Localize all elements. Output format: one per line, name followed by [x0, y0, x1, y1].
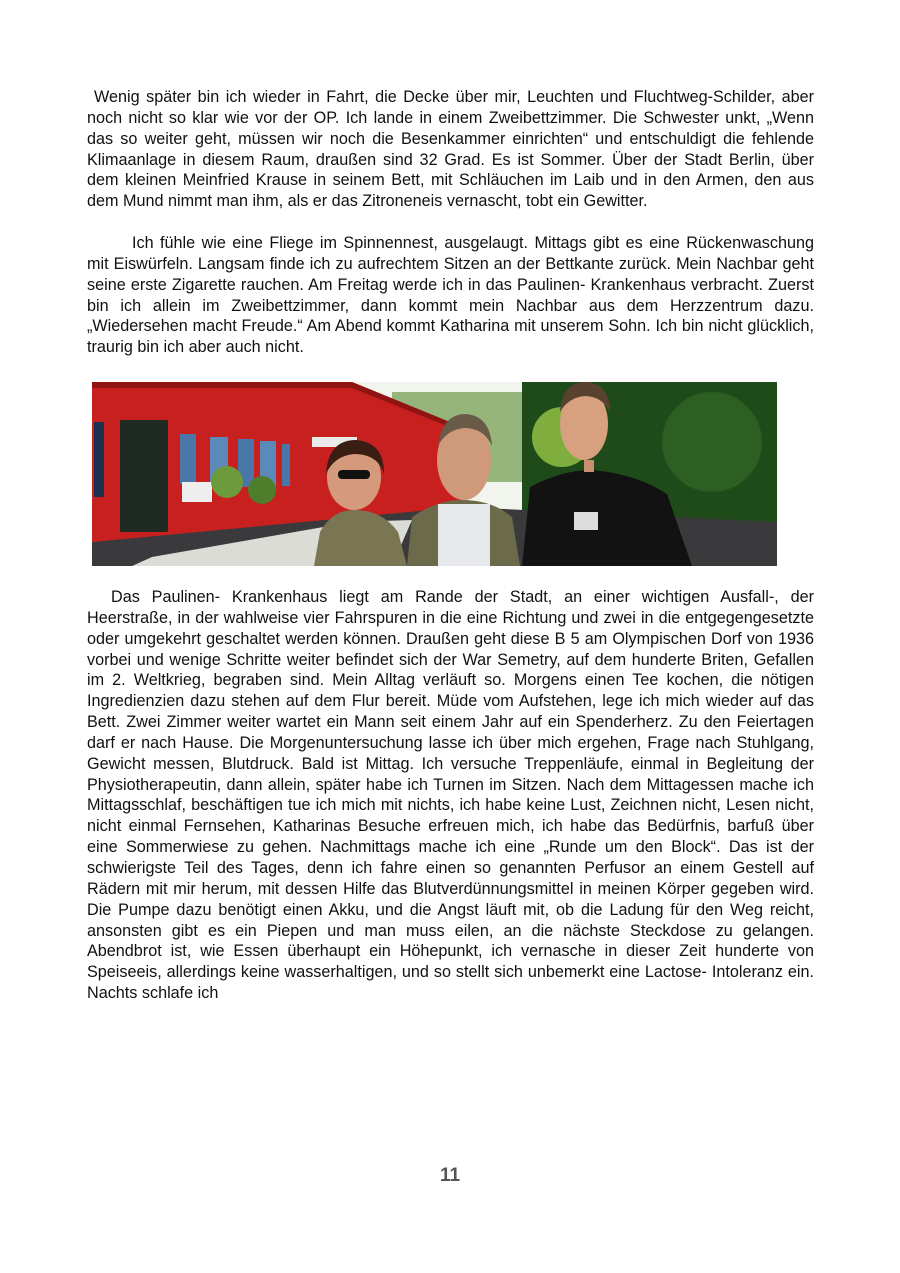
- photo-window: [282, 444, 290, 486]
- photo-hospital-gown: [438, 504, 490, 566]
- photo-sunglasses: [338, 470, 370, 479]
- paragraph-3: Das Paulinen- Krankenhaus liegt am Rande der Stadt, an einer wichtigen Ausfall-, der Heerstraße, in der wahlweise vier Fahrspuren in die eine Richtung und zwei in die entgegengesetzte oder umgekehrt geschaltet werden können. Draußen geht diese B 5 am Olympischen Dorf von 1936 vorbei und wenige Schritte weiter befindet sich der War Semetry, auf dem hunderte Briten, Gefallen im 2. Weltkrieg, begraben sind. Mein Alltag verläuft so. Morgens einen Tee kochen, die nötigen Ingredienzien dazu stehen auf dem Flur bereit. Müde vom Aufstehen, lege ich mich wieder auf das Bett. Zwei Zimmer weiter wartet ein Mann seit einem Jahr auf ein Spenderherz. Zu den Feiertagen darf er nach Hause. Die Morgenuntersuchung lasse ich über mich ergehen, Frage nach Stuhlgang, Gewicht messen, Blutdruck. Bald ist Mittag. Ich versuche Treppenläufe, einmal in Begleitung der Physiotherapeutin, dann allein, später habe ich Turnen im Sitzen. Nach dem Mittagessen mache ich Mittagsschlaf, beschäftigen tue ich mich mit nichts, ich habe keine Lust, Zeichnen nicht, Lesen nicht, nicht einmal Fernsehen, Katharinas Besuche erfreuen mich, ich habe das Bedürfnis, barfuß über eine Sommerwiese zu gehen. Nachmittags mache ich eine „Runde um den Block“. Das ist der schwierigste Teil des Tages, denn ich fahre einen so genannten Perfusor an einem Gestell auf Rädern mit mir herum, mit dessen Hilfe das Blutverdünnungsmittel in meinen Körper gegeben wird. Die Pumpe dazu benötigt einen Akku, und die Angst läuft mit, ob die Ladung für den Weg reicht, ansonsten gibt es ein Piepen und man muss eilen, an die nächste Steckdose zu gelangen. Abendbrot ist, wie Essen überhaupt ein Höhepunkt, ich vernasche in dieser Zeit hunderte von Speiseeis, allerdings keine wasserhaltigen, und so stellt sich unbemerkt eine Lactose- Intoleranz ein. Nachts schlafe ich: [87, 588, 814, 1003]
- photo-bush: [211, 466, 243, 498]
- photo-tree-dark: [662, 392, 762, 492]
- paragraph-2: Ich fühle wie eine Fliege im Spinnennest, ausgelaugt. Mittags gibt es eine Rückenwaschung mit Eiswürfeln. Langsam finde ich zu aufrechtem Sitzen an der Bettkante zurück. Mein Nachbar geht seine erste Zigarette rauchen. Am Freitag werde ich in das Paulinen- Krankenhaus verbracht. Zuerst bin ich allein im Zweibettzimmer, dann kommt mein Nachbar aus dem Herzzentrum dazu. „Wiedersehen macht Freude.“ Am Abend kommt Katharina mit unserem Sohn. Ich bin nicht glücklich, traurig bin ich aber auch nicht.: [87, 234, 814, 357]
- photo-illustration: [92, 382, 777, 566]
- photo-door: [120, 420, 168, 532]
- photo-bush: [248, 476, 276, 504]
- photo-young-man-neck: [584, 460, 594, 472]
- photo-bench: [182, 482, 212, 502]
- page-number: 11: [439, 1165, 461, 1186]
- photo-window: [180, 434, 196, 484]
- photo-hospital-visit: [92, 382, 777, 566]
- photo-window: [94, 422, 104, 497]
- paragraph-1: Wenig später bin ich wieder in Fahrt, die Decke über mir, Leuchten und Fluchtweg-Schilder, aber noch nicht so klar wie vor der OP. Ich lande in einem Zweibettzimmer. Die Schwester unkt, „Wenn das so weiter geht, müssen wir noch die Besenkammer einrichten“ und entschuldigt die fehlende Klimaanlage in diesem Raum, draußen sind 32 Grad. Es ist Sommer. Über der Stadt Berlin, über dem kleinen Meinfried Krause in seinem Bett, mit Schläuchen im Laib und in den Armen, den aus dem Mund nimmt man ihm, als er das Zitroneneis vernascht, tobt ein Gewitter.: [87, 88, 814, 211]
- photo-shirt-logo: [574, 512, 598, 530]
